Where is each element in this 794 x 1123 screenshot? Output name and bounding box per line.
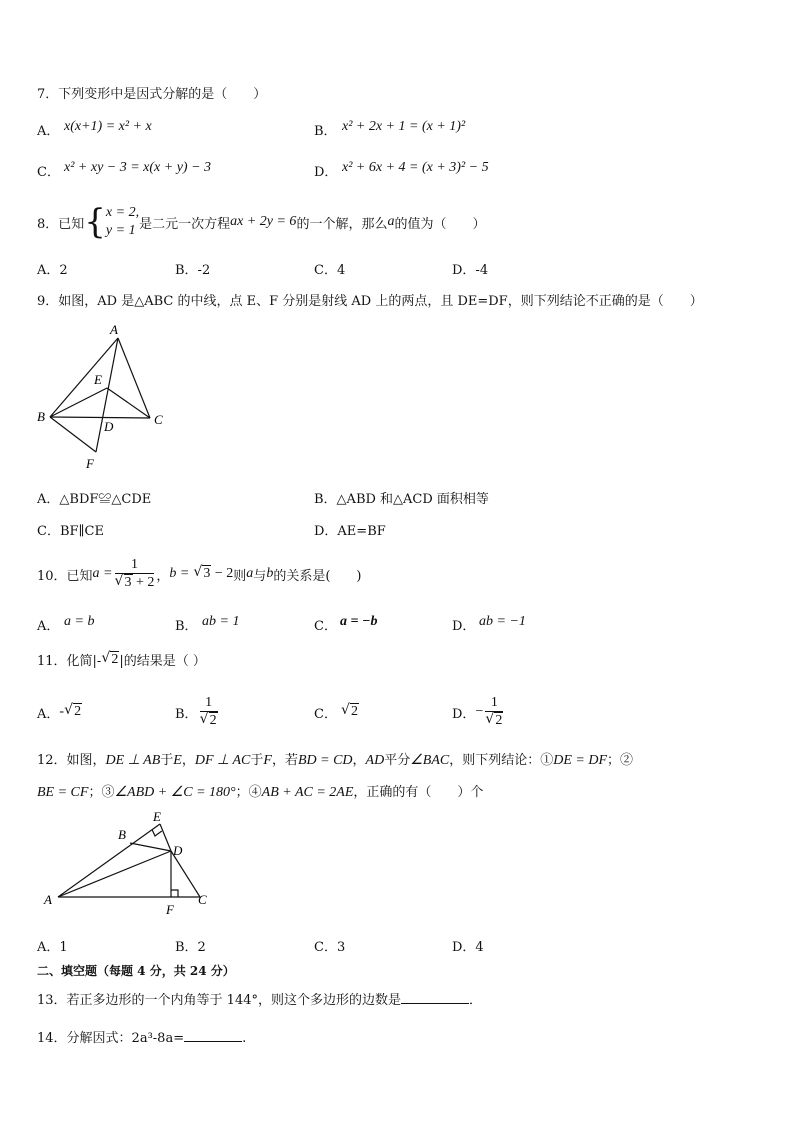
q12-segment-ed <box>160 824 171 851</box>
q10-and: 与 <box>253 568 267 584</box>
q9-option-d: D．AE=BF <box>314 524 386 539</box>
q9-label-d: D <box>104 419 114 434</box>
q7-option-a-expr: x(x+1) = x² + x <box>64 119 152 134</box>
q12-segment-ae <box>58 824 160 897</box>
q10-prefix: 10．已知 <box>37 568 93 584</box>
q11-option-a-sqrt: √ 2 <box>64 704 82 720</box>
q10-option-a-label: A． <box>37 619 60 634</box>
q10-a-lhs: a = <box>92 566 113 581</box>
q12-right-angle-e-icon <box>152 830 162 837</box>
q7-option-d-label: D． <box>314 165 338 180</box>
q7-option-c-label: C． <box>37 165 60 180</box>
q10-b-sqrt: √ 3 <box>193 566 211 582</box>
q9-segment-bc <box>50 417 150 418</box>
q10-b-lhs: b = <box>169 566 190 581</box>
q12-label-a: A <box>44 892 52 907</box>
q12-segment-bd <box>130 843 171 851</box>
q10-option-a-expr: a = b <box>64 614 95 629</box>
q10-a-fraction: 1 √ 3 + 2 <box>115 557 155 592</box>
q10-option-c-label: C． <box>314 619 337 634</box>
q11-sqrt: √ 2 <box>101 652 119 668</box>
q11-option-a: A． - √ 2 <box>37 690 82 734</box>
q11-option-b-fraction: 1 √ 2 <box>200 695 218 730</box>
q12-right-angle-f-icon <box>171 890 178 897</box>
q11-stem <box>37 650 206 669</box>
q12-segment-ad <box>58 851 171 897</box>
q8-stem <box>37 200 485 244</box>
q10-frac-num: 1 <box>115 557 155 574</box>
q10-tail: 则 <box>233 568 247 584</box>
q9-option-c: C．BF∥CE <box>37 524 104 539</box>
q12-option-c: C．3 <box>314 940 346 955</box>
q10-var-a: a <box>246 566 254 581</box>
q11-option-c: C． √ 2 <box>314 690 359 734</box>
q12-label-f: F <box>166 902 174 917</box>
q7-option-b-expr: x² + 2x + 1 = (x + 1)² <box>342 119 466 134</box>
q9-label-f: F <box>86 456 94 471</box>
q12-label-c: C <box>198 892 207 907</box>
q11-prefix: 11．化简|- <box>37 654 102 669</box>
q12-stem-line1: 12．如图，DE ⊥ AB于E，DF ⊥ AC于F，若BD = CD，AD平分∠BAC，则下列结论：①DE = DF；② <box>37 753 634 768</box>
q10-option-c-expr: a = −b <box>340 614 378 629</box>
q11-option-d: D． − 1 √ 2 <box>452 690 505 734</box>
q10-end: 的关系是( ) <box>273 568 362 584</box>
q9-label-b: B <box>37 409 45 424</box>
q7-option-a-label: A． <box>37 124 60 139</box>
q9-option-b: B．△ABD 和△ACD 面积相等 <box>314 492 489 507</box>
q8-suffix: 的一个解，那么 <box>296 216 388 232</box>
q12-label-b: B <box>118 827 126 842</box>
q9-segment-ac <box>118 338 150 418</box>
q8-system-line2: y = 1 <box>105 223 136 238</box>
q14-answer-blank[interactable] <box>184 1029 242 1042</box>
q11-option-c-sqrt: √ 2 <box>341 704 359 720</box>
q9-stem: 9．如图，AD 是△ABC 的中线，点 E、F 分别是射线 AD 上的两点，且 DE=DF，则下列结论不正确的是（ ） <box>37 294 703 309</box>
q8-system-line1: x = 2, <box>105 205 140 220</box>
q8-option-d: D．-4 <box>452 263 489 278</box>
q10-option-d-expr: ab = −1 <box>479 614 526 629</box>
section-2-title: 二、填空题（每题 4 分，共 24 分） <box>37 964 235 978</box>
q13-stem: 13．若正多边形的一个内角等于 144°，则这个多边形的边数是 ． <box>37 993 483 1008</box>
q8-option-b: B．-2 <box>175 263 211 278</box>
q7-option-c-expr: x² + xy − 3 = x(x + y) − 3 <box>64 160 212 175</box>
q7-stem: 7．下列变形中是因式分解的是（ ） <box>37 87 267 102</box>
q10-stem: 10．已知 a = 1 √ 3 + 2 ， b = √ 3 − 2 则 a 与 b 的关系是( ) <box>37 552 361 596</box>
q9-label-e: E <box>94 372 102 387</box>
q13-answer-blank[interactable] <box>401 991 469 1004</box>
q9-segment-ab <box>50 338 118 417</box>
q10-var-b: b <box>266 566 274 581</box>
q9-option-a: A．△BDF≌△CDE <box>37 492 152 507</box>
q9-segment-af <box>96 338 118 452</box>
q8-system <box>106 204 139 240</box>
q12-label-e: E <box>153 810 161 824</box>
q9-label-a: A <box>110 322 118 337</box>
q14-stem: 14．分解因式：2a³-8a= . <box>37 1031 247 1046</box>
q7-option-b-label: B． <box>314 124 337 139</box>
q7-option-d-expr: x² + 6x + 4 = (x + 3)² − 5 <box>342 160 489 175</box>
q8-option-c: C．4 <box>314 263 346 278</box>
q9-label-c: C <box>154 412 163 427</box>
q8-option-a: A．2 <box>37 263 68 278</box>
q12-option-d: D．4 <box>452 940 484 955</box>
q8-equation: ax + 2y = 6 <box>230 214 297 229</box>
q10-option-d-label: D． <box>452 619 476 634</box>
q9-segment-be <box>50 388 107 417</box>
q12-figure <box>40 810 220 920</box>
q12-option-b: B．2 <box>175 940 206 955</box>
q10-option-b-label: B． <box>175 619 198 634</box>
q12-stem-line2: BE = CF；③∠ABD + ∠C = 180°；④AB + AC = 2AE，正确的有（ ）个 <box>37 785 484 800</box>
q11-option-b: B． 1 √ 2 <box>175 690 220 734</box>
q12-label-d: D <box>173 843 183 858</box>
q8-prefix: 8．已知 <box>37 216 85 232</box>
q10-option-b-expr: ab = 1 <box>202 614 240 629</box>
q8-brace-icon: { <box>84 202 106 242</box>
q9-segment-bf <box>50 417 96 452</box>
q8-var: a <box>387 214 395 229</box>
q10-frac-den-sqrt: √ 3 <box>115 574 133 592</box>
q11-suffix: |的结果是（ ） <box>119 654 206 669</box>
q9-figure <box>30 318 180 478</box>
q11-option-d-fraction: 1 √ 2 <box>485 695 503 730</box>
q12-option-a: A．1 <box>37 940 68 955</box>
q10-comma: ， <box>156 568 170 584</box>
q8-mid: 是二元一次方程 <box>139 216 231 232</box>
q8-end: 的值为（ ） <box>394 216 486 232</box>
